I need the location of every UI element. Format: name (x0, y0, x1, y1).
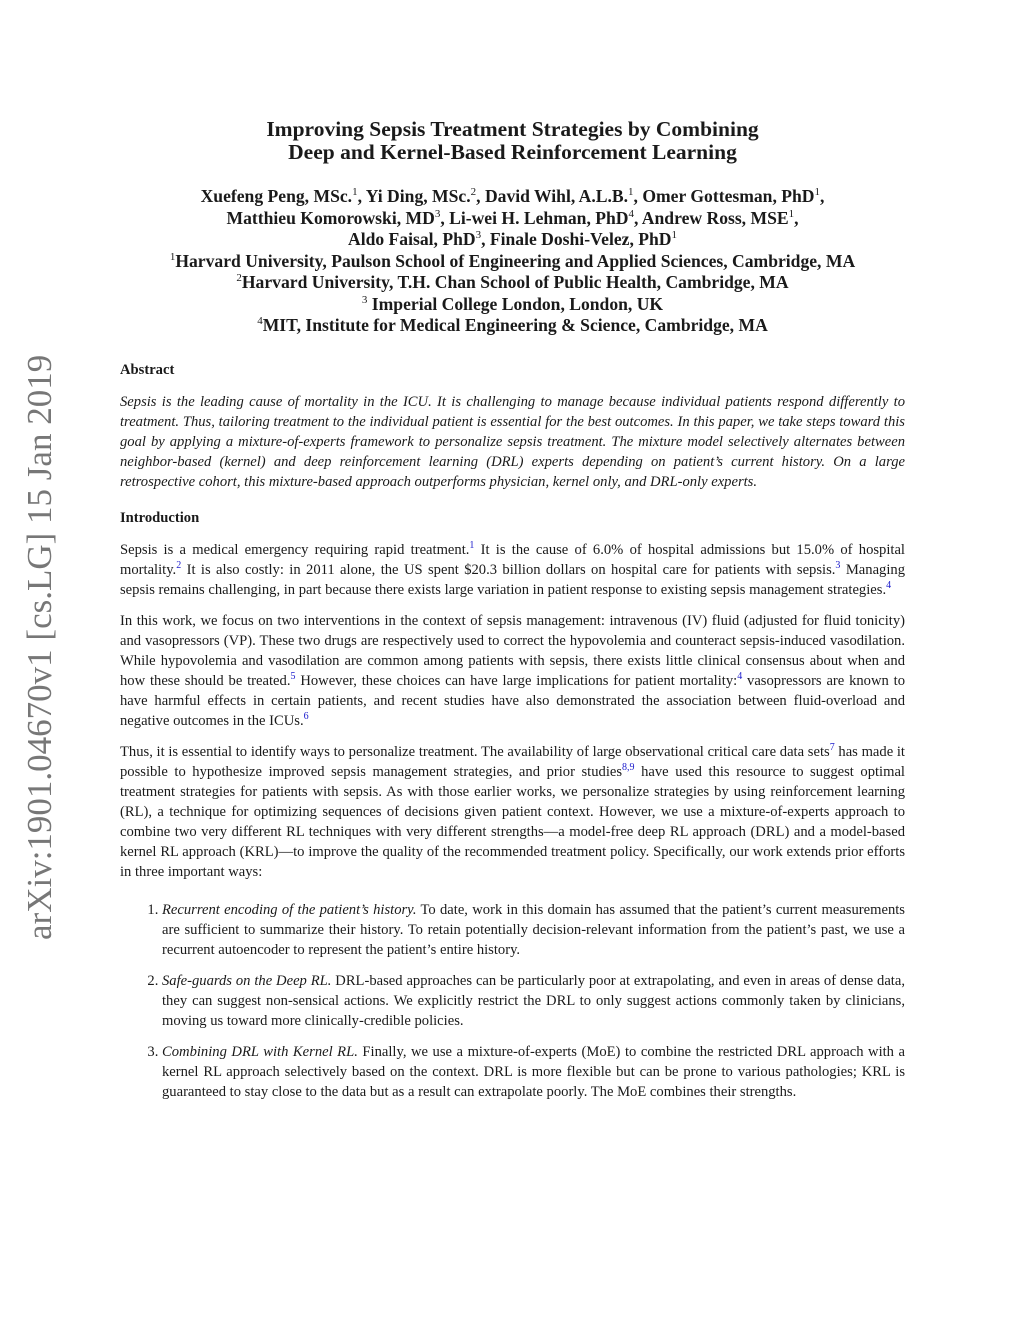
paragraph-text: Thus, it is essential to identify ways to personalize treatment. The availability of large observational critical care data sets (120, 744, 830, 760)
affiliation-marker: 4 (257, 315, 263, 327)
list-item (162, 971, 905, 1031)
affiliation-item (120, 272, 905, 294)
citation-link[interactable]: 6 (303, 711, 309, 722)
paragraph-text: has made it possible to hypothesize improved sepsis management strategies, and prior studies (120, 744, 905, 780)
author-separator: , (820, 186, 825, 206)
paragraph-text: However, these choices can have large implications for patient mortality: (295, 673, 738, 689)
paragraph-text: In this work, we focus on two interventions in the context of sepsis management: intravenous (IV) fluid (adjusted for fluid tonicity) and vasopressors (VP). These two drugs are respectively used to correct the hypovolemia and counteract sepsis-induced vasodilation. While hypovolemia and vasodilation are common among patients with sepsis, there exists little clinical consensus about when and how these should be treated. (120, 613, 905, 689)
affiliation-item (120, 251, 905, 273)
author-name: , Finale Doshi-Velez, PhD (481, 229, 672, 249)
list-item-text: Finally, we use a mixture-of-experts (MoE) to combine the restricted DRL approach with a kernel RL approach selectively based on the context. DRL is more flexible but can be prone to various pathologies; KRL is guaranteed to stay close to the data but as a result can extrapolate poorly. The MoE combines their strengths. (162, 1044, 905, 1100)
paragraph-text: Sepsis is a medical emergency requiring rapid treatment. (120, 542, 470, 558)
abstract-text: Sepsis is the leading cause of mortality in the ICU. It is challenging to manage because individual patients respond differently to treatment. Thus, tailoring treatment to the individual patient is essential for the best outcomes. In this paper, we take steps toward this goal by applying a mixture-of-experts framework to personalize sepsis treatment. The mixture model selectively alternates between neighbor-based (kernel) and deep reinforcement learning (DRL) experts depending on patient’s current history. On a large retrospective cohort, this mixture-based approach outperforms physician, kernel only, and DRL-only experts. (120, 394, 905, 490)
author-name: , Omer Gottesman, PhD (633, 186, 815, 206)
paragraph-text: vasopressors are known to have harmful effects in certain patients, and recent studies have also demonstrated the association between fluid-overload and negative outcomes in the ICUs. (120, 673, 905, 729)
author-separator: , (794, 207, 799, 228)
citation-link[interactable]: 2 (176, 560, 182, 571)
affiliation-text: Harvard University, T.H. Chan School of Public Health, Cambridge, MA (241, 272, 789, 292)
author-affil-marker: 1 (788, 207, 795, 220)
affiliation-item (120, 294, 905, 316)
introduction-heading: Introduction (120, 510, 200, 526)
paragraph-text: It is the cause of 6.0% of hospital admissions but 15.0% of hospital mortality. (120, 542, 905, 578)
affiliation-marker: 1 (169, 250, 176, 263)
arxiv-id-text: arXiv:1901.04670v1 [cs.LG] 15 Jan 2019 (20, 354, 59, 940)
paragraph-text: have used this resource to suggest optimal treatment strategies for patients with sepsis. As with those earlier works, we personalize strategies by using reinforcement learning (RL), a technique for optimizing sequences of decisions given patient context. However, we use a mixture-of-experts approach to combine two very different RL techniques with very different strengths—a model-free deep RL approach (DRL) and a model-based kernel RL approach (KRL)—to improve the quality of the recommended treatment policy. Specifically, our work extends prior efforts in three important ways: (120, 764, 905, 880)
list-item-title: Recurrent encoding of the patient’s history. (162, 902, 417, 918)
author-name: Aldo Faisal, PhD (347, 229, 476, 249)
author-name: Matthieu Komorowski, MD (226, 207, 435, 228)
citation-link[interactable]: 4 (737, 671, 743, 682)
paper-header (120, 118, 905, 337)
title-line-1: Improving Sepsis Treatment Strategies by Combining (266, 117, 759, 141)
affiliation-text: MIT, Institute for Medical Engineering & Science, Cambridge, MA (262, 315, 768, 335)
affiliation-list (120, 251, 905, 337)
list-item-title: Safe-guards on the Deep RL. (162, 973, 332, 989)
citation-link[interactable]: 5 (290, 671, 296, 682)
paragraph-text: Managing sepsis remains challenging, in part because there exists large variation in patient response to existing sepsis management strategies. (120, 562, 905, 598)
author-name: , Li-wei H. Lehman, PhD (440, 207, 629, 228)
intro-paragraph-1 (120, 540, 905, 600)
author-affil-marker: 1 (671, 229, 677, 241)
citation-link[interactable]: 3 (835, 560, 841, 571)
author-affil-marker: 3 (434, 207, 441, 220)
intro-paragraph-2 (120, 611, 905, 731)
abstract-heading: Abstract (120, 362, 175, 378)
author-affil-marker: 1 (814, 186, 820, 198)
paper-title (120, 118, 905, 164)
title-line-2: Deep and Kernel-Based Reinforcement Learning (288, 140, 737, 164)
author-list (120, 186, 905, 337)
citation-link[interactable]: 8,9 (622, 762, 635, 773)
author-affil-marker: 1 (352, 186, 358, 198)
author-name: , Yi Ding, MSc. (357, 186, 471, 206)
author-line-2 (120, 208, 905, 230)
list-item-title: Combining DRL with Kernel RL. (162, 1044, 358, 1060)
author-line-3 (120, 229, 905, 251)
affiliation-marker: 2 (236, 272, 242, 284)
author-name: Xuefeng Peng, MSc. (200, 186, 353, 206)
paper-body (120, 360, 905, 1113)
affiliation-text: Imperial College London, London, UK (367, 293, 664, 314)
intro-paragraph-3 (120, 742, 905, 882)
citation-link[interactable]: 1 (469, 540, 475, 551)
author-name: , David Wihl, A.L.B. (476, 186, 629, 206)
paragraph-text: It is also costly: in 2011 alone, the US spent $20.3 billion dollars on hospital care for patients with sepsis. (181, 562, 836, 578)
affiliation-item (120, 315, 905, 337)
affiliation-text: Harvard University, Paulson School of Engineering and Applied Sciences, Cambridge, MA (175, 250, 856, 271)
author-affil-marker: 4 (628, 207, 634, 220)
author-line-1 (120, 186, 905, 208)
list-item-text: To date, work in this domain has assumed that the patient’s current measurements are sufficient to summarize their history. To retain potentially decision-relevant information from the patient’s past, we use a recurrent autoencoder to represent the patient’s entire history. (162, 902, 905, 958)
list-item (162, 1042, 905, 1102)
citation-link[interactable]: 4 (886, 580, 892, 591)
author-name: , Andrew Ross, MSE (633, 207, 789, 228)
author-affil-marker: 3 (475, 229, 482, 241)
author-affil-marker: 2 (470, 186, 477, 198)
list-item-text: DRL-based approaches can be particularly poor at extrapolating, and even in areas of dense data, they can suggest non-sensical actions. We explicitly restrict the DRL to only suggest actions commonly taken by clinicians, moving us toward more clinically-credible policies. (162, 973, 905, 1029)
contributions-list (120, 900, 905, 1102)
author-affil-marker: 1 (628, 186, 634, 198)
list-item (162, 900, 905, 960)
arxiv-identifier-stamp (20, 354, 60, 940)
affiliation-marker: 3 (361, 293, 368, 306)
citation-link[interactable]: 7 (829, 742, 835, 753)
